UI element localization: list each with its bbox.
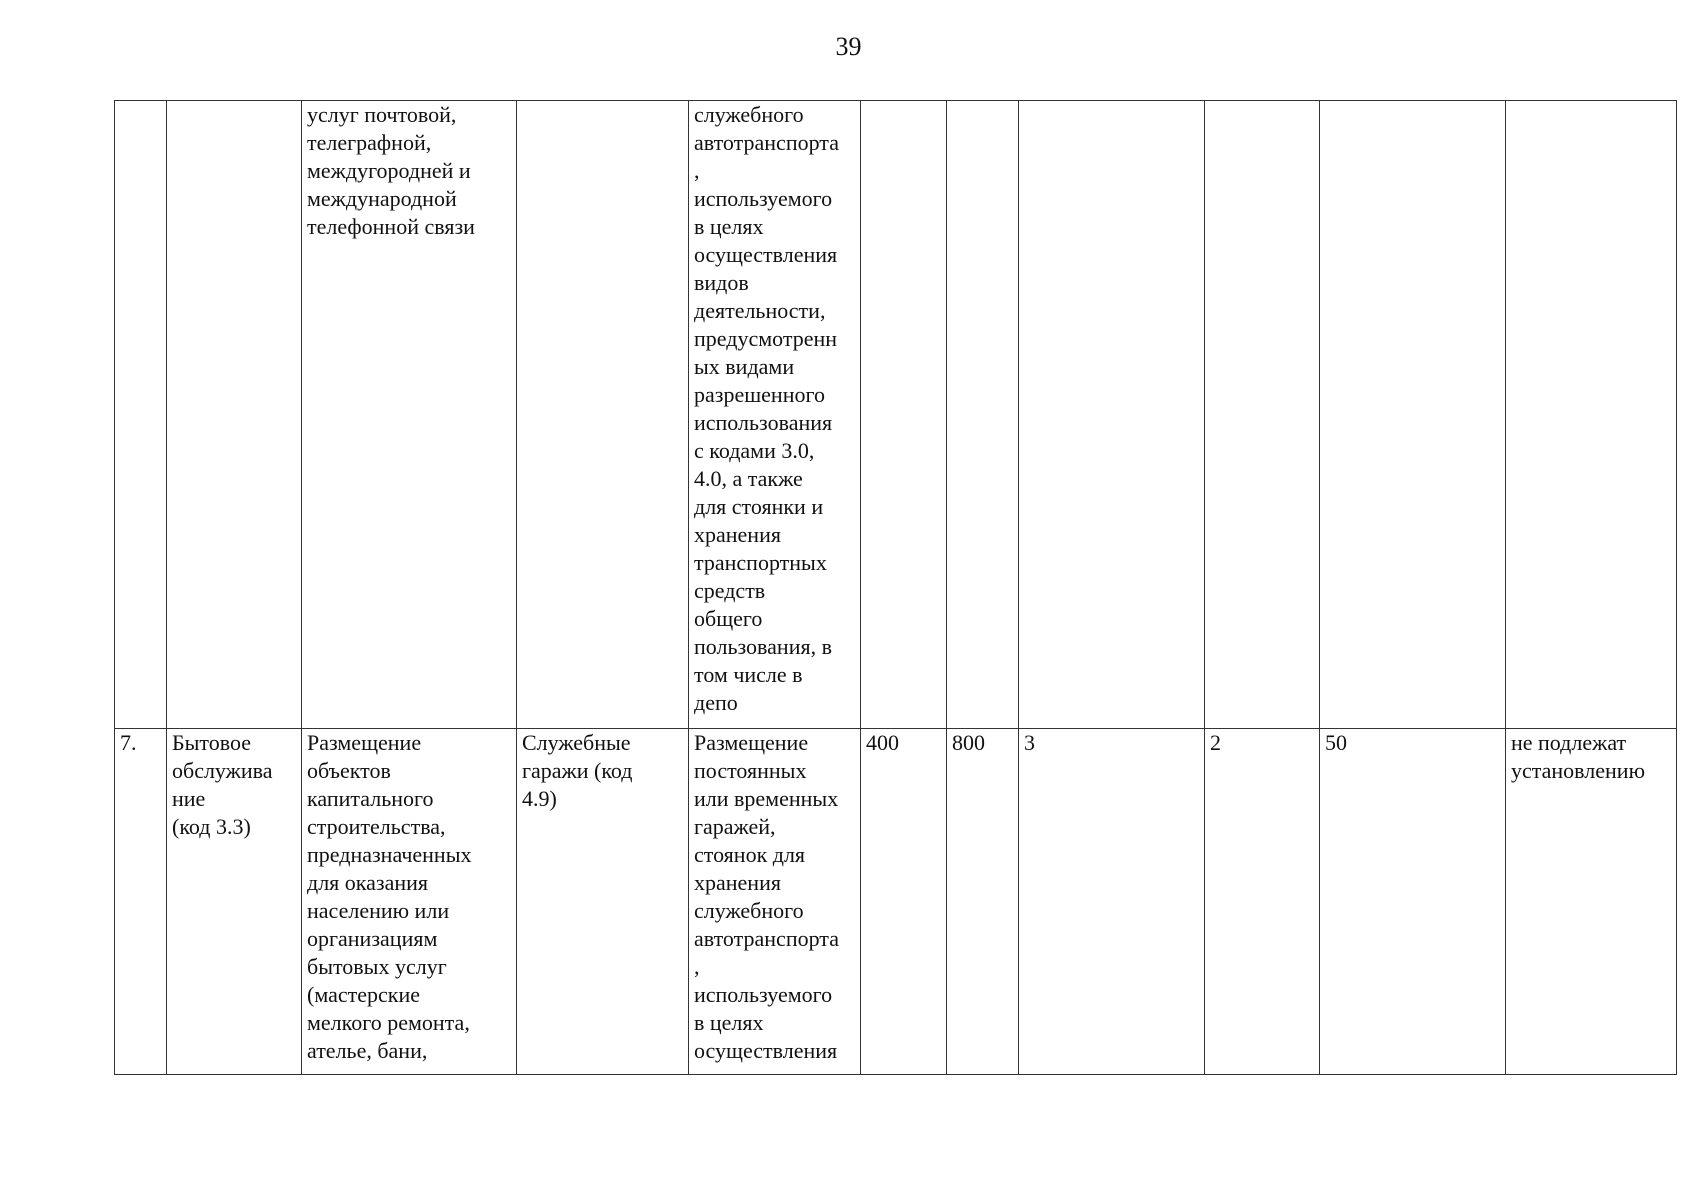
cell-main-use-description xyxy=(302,101,517,729)
cell-text-line: осуществления xyxy=(694,242,838,267)
cell-auxiliary-use-description xyxy=(689,729,861,1075)
cell-max-coverage xyxy=(1320,729,1506,1075)
cell-text-line: стоянок для xyxy=(694,842,806,867)
cell-text-line: автотранспорта xyxy=(694,130,839,155)
cell-text-line: обслужива xyxy=(172,758,273,783)
cell-text-line: общего xyxy=(694,606,763,631)
cell-text-line: 4.0, а также xyxy=(694,466,803,491)
cell-text-line: ателье, бани, xyxy=(307,1038,428,1063)
cell-text-line: не подлежат xyxy=(1511,730,1627,755)
cell-text-line: Размещение xyxy=(694,730,809,755)
cell-text-line: ых видами xyxy=(694,354,795,379)
cell-other-params xyxy=(1506,729,1677,1075)
cell-text-line: хранения xyxy=(694,522,781,547)
cell-min-plot-area xyxy=(861,101,947,729)
cell-text-line: средств xyxy=(694,578,766,603)
cell-text-line: Служебные xyxy=(522,730,631,755)
cell-text-line: с кодами 3.0, xyxy=(694,438,815,463)
cell-text-line: (код 3.3) xyxy=(172,814,251,839)
cell-min-setback xyxy=(1019,101,1205,729)
cell-text-line: междугородней и xyxy=(307,158,471,183)
cell-text-line: 400 xyxy=(866,730,899,755)
cell-text-line: (мастерские xyxy=(307,982,420,1007)
cell-text-line: Размещение xyxy=(307,730,422,755)
cell-text-line: служебного xyxy=(694,102,804,127)
cell-text-line: пользования, в xyxy=(694,634,832,659)
cell-auxiliary-use xyxy=(517,729,689,1075)
cell-text-line: в целях xyxy=(694,214,764,239)
cell-text-line: ние xyxy=(172,786,206,811)
cell-max-plot-area xyxy=(947,101,1019,729)
cell-main-use-description xyxy=(302,729,517,1075)
cell-text-line: видов xyxy=(694,270,749,295)
cell-number xyxy=(115,101,167,729)
cell-text-line: бытовых услуг xyxy=(307,954,447,979)
cell-text-line: 800 xyxy=(952,730,985,755)
cell-text-line: или временных xyxy=(694,786,839,811)
cell-text-line: установлению xyxy=(1511,758,1646,783)
cell-text-line: для оказания xyxy=(307,870,429,895)
cell-max-coverage xyxy=(1320,101,1506,729)
table-row xyxy=(115,101,1677,729)
cell-text-line: мелкого ремонта, xyxy=(307,1010,470,1035)
cell-text-line: предназначенных xyxy=(307,842,472,867)
cell-min-plot-area xyxy=(861,729,947,1075)
cell-text-line: для стоянки и xyxy=(694,494,824,519)
cell-text-line: населению или xyxy=(307,898,450,923)
page-number: 39 xyxy=(835,32,862,61)
cell-text-line: хранения xyxy=(694,870,781,895)
cell-auxiliary-use-description xyxy=(689,101,861,729)
cell-text-line: гаражи (код xyxy=(522,758,633,783)
cell-text-line: , xyxy=(694,954,700,979)
cell-main-use xyxy=(167,101,302,729)
cell-text-line: международной xyxy=(307,186,457,211)
cell-text-line: организациям xyxy=(307,926,438,951)
cell-other-params xyxy=(1506,101,1677,729)
cell-main-use xyxy=(167,729,302,1075)
cell-text-line: разрешенного xyxy=(694,382,825,407)
cell-text-line: автотранспорта xyxy=(694,926,839,951)
cell-text-line: деятельности, xyxy=(694,298,826,323)
cell-number xyxy=(115,729,167,1075)
cell-text-line: 4.9) xyxy=(522,786,557,811)
cell-max-floors xyxy=(1205,729,1320,1075)
cell-text-line: депо xyxy=(694,690,738,715)
cell-text-line: в целях xyxy=(694,1010,764,1035)
cell-text-line: телефонной связи xyxy=(307,214,475,239)
cell-text-line: , xyxy=(694,158,700,183)
cell-auxiliary-use xyxy=(517,101,689,729)
cell-min-setback xyxy=(1019,729,1205,1075)
land-use-table xyxy=(114,100,1677,1075)
cell-max-plot-area xyxy=(947,729,1019,1075)
cell-text-line: осуществления xyxy=(694,1038,838,1063)
cell-text-line: телеграфной, xyxy=(307,130,432,155)
table-row xyxy=(115,729,1677,1075)
cell-text-line: служебного xyxy=(694,898,804,923)
cell-text-line: объектов xyxy=(307,758,391,783)
cell-text-line: 2 xyxy=(1210,730,1221,755)
cell-text-line: транспортных xyxy=(694,550,827,575)
cell-text-line: 7. xyxy=(120,730,137,755)
cell-text-line: капитального xyxy=(307,786,434,811)
cell-text-line: используемого xyxy=(694,186,833,211)
cell-text-line: 3 xyxy=(1024,730,1035,755)
cell-text-line: том числе в xyxy=(694,662,803,687)
cell-text-line: 50 xyxy=(1325,730,1347,755)
cell-text-line: гаражей, xyxy=(694,814,776,839)
cell-text-line: строительства, xyxy=(307,814,446,839)
cell-text-line: предусмотренн xyxy=(694,326,838,351)
cell-text-line: услуг почтовой, xyxy=(307,102,457,127)
cell-text-line: постоянных xyxy=(694,758,807,783)
cell-text-line: использования xyxy=(694,410,833,435)
cell-max-floors xyxy=(1205,101,1320,729)
cell-text-line: Бытовое xyxy=(172,730,252,755)
cell-text-line: используемого xyxy=(694,982,833,1007)
